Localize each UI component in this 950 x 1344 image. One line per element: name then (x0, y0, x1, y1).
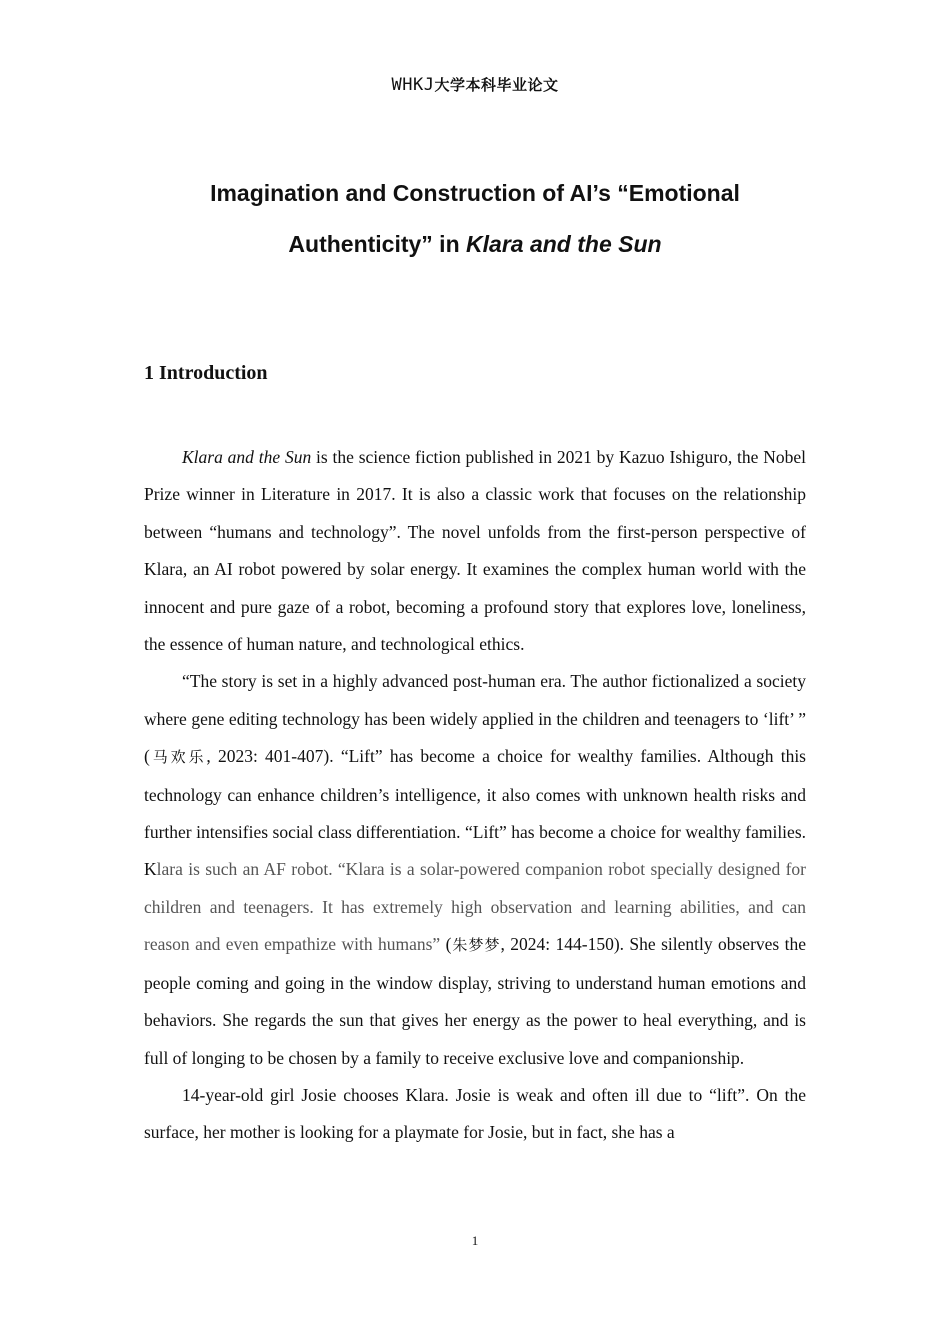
paragraph-3: 14-year-old girl Josie chooses Klara. Josie is weak and often ill due to “lift”. On the surface, her mother is looking for a playmate for Josie, but in fact, she has a (144, 1084, 806, 1143)
citation-2-author: 朱梦梦 (451, 936, 501, 955)
paragraph-2-b: , 2023: 401-407). “Lift” has become a choice for wealthy families. Although this technology can enhance children’s intelligence, it also comes with unknown health risks and further intensifies social class differentiation. “Lift” has become a choice for wealthy families. K (144, 746, 806, 880)
running-header (0, 74, 950, 96)
paragraph-1 (144, 439, 806, 663)
book-title-italic: Klara and the Sun (182, 447, 312, 467)
paragraph-2 (144, 663, 806, 1076)
paragraph-2-gray-quote: lara is such an AF robot. “Klara is a solar-powered companion robot specially designed for children and teenagers. It has extremely high observation and learning abilities, and can reason and even empathize with humans” (144, 859, 806, 955)
citation-1-author: 马欢乐 (149, 748, 207, 767)
paragraph-1-text: is the science fiction published in 2021 by Kazuo Ishiguro, the Nobel Prize winner in Literature in 2017. It is also a classic work that focuses on the relationship between “humans and technology”. The novel unfolds from the first-person perspective of Klara, an AI robot powered by solar energy. It examines the complex human world with the innocent and pure gaze of a robot, becoming a profound story that explores love, loneliness, the essence of human nature, and technological ethics. (144, 447, 806, 655)
paragraph-2-c: ( (440, 934, 452, 955)
section-heading: 1 Introduction (144, 362, 268, 384)
title-line-2-plain: Authenticity” in (288, 231, 467, 257)
paper-title (144, 168, 806, 270)
paragraph-2-a: “The story is set in a highly advanced post-human era. The author fictionalized a society where gene editing technology has been widely applied in the children and teenagers to ‘lift’ ” ( (144, 671, 806, 767)
body-text (144, 439, 806, 1152)
title-line-2 (144, 219, 806, 270)
header-cjk: 大学本科毕业论文 (434, 76, 559, 94)
paragraph-2-d: , 2024: 144-150). She silently observes the people coming and going in the window display, striving to understand human emotions and behaviors. She regards the sun that gives her energy as the power to heal everything, and is full of longing to be chosen by a family to receive exclusive love and companionship. (144, 934, 807, 1068)
header-latin: WHKJ (391, 75, 435, 95)
title-line-1: Imagination and Construction of AI’s “Emotional (210, 180, 740, 206)
page-number: 1 (471, 1233, 479, 1248)
title-line-2-italic: Klara and the Sun (466, 231, 662, 257)
